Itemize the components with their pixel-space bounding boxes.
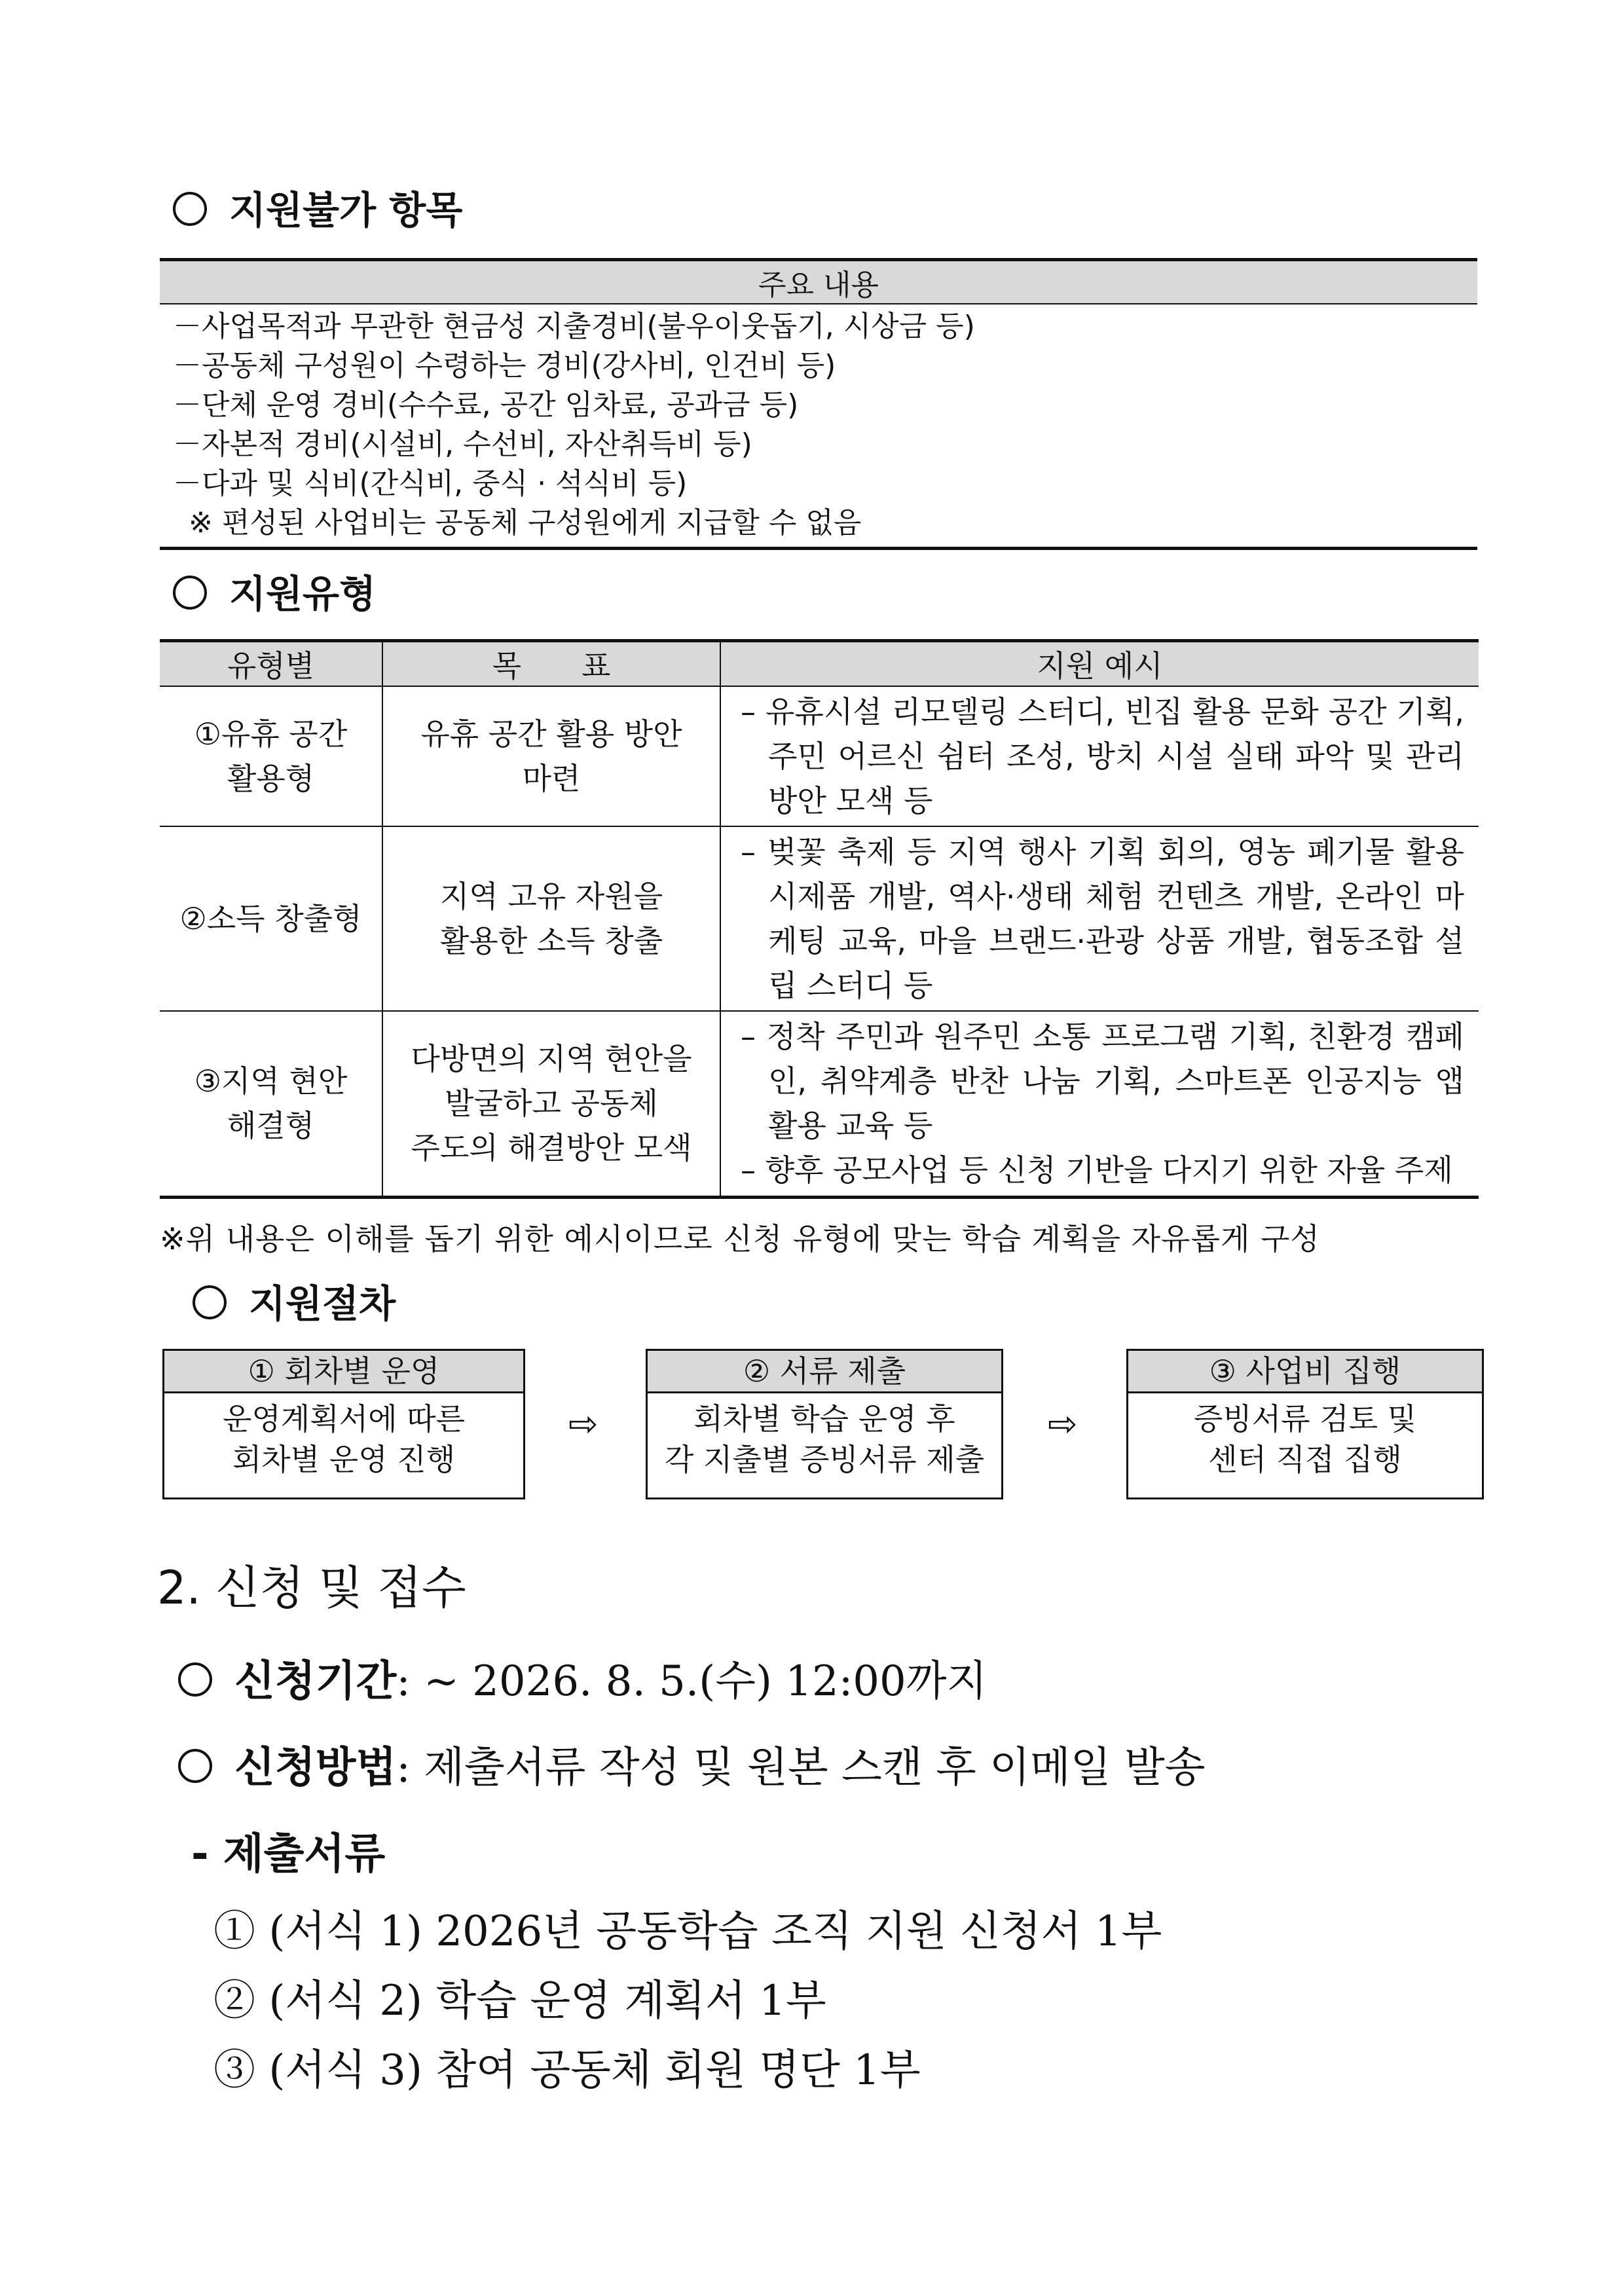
list-item: －단체 운영 경비(수수료, 공간 임차료, 공과금 등) xyxy=(173,388,799,422)
submission-doc-item: ② (서식 2) 학습 운영 계획서 1부 xyxy=(213,1977,826,2025)
example-cell: – 벚꽃 축제 등 지역 행사 기획 회의, 영농 폐기물 활용 시제품 개발, 역사·생태 체험 컨텐츠 개발, 온라인 마케팅 교육, 마을 브랜드·관광 상품 개발, 협동조합 설립 스터디 등 xyxy=(720,826,1479,1011)
right-arrow-icon: ⇨ xyxy=(1048,1403,1078,1444)
circle-bullet-icon xyxy=(178,1662,212,1697)
table-header: 유형별 xyxy=(160,641,382,687)
step-body: 운영계획서에 따른 회차별 운영 진행 xyxy=(222,1401,466,1477)
list-item: －자본적 경비(시설비, 수선비, 자산취득비 등) xyxy=(173,428,752,461)
goal-cell: 다방면의 지역 현안을 발굴하고 공동체 주도의 해결방안 모색 xyxy=(382,1011,720,1197)
table-cell xyxy=(160,304,1477,549)
list-item: －다과 및 식비(간식비, 중식 · 석식비 등) xyxy=(173,467,688,500)
example-cell: – 정착 주민과 원주민 소통 프로그램 기획, 친환경 캠페인, 취약계층 반찬 나눔 기획, 스마트폰 인공지능 앱 활용 교육 등 – 향후 공모사업 등 신청 기반을 다지기 위한 자율 주제 xyxy=(720,1011,1479,1197)
table-row xyxy=(160,686,1479,826)
table-row xyxy=(160,1011,1479,1197)
list-item: －사업목적과 무관한 현금성 지출경비(불우이웃돕기, 시상금 등) xyxy=(173,310,975,343)
support-types-table xyxy=(160,639,1479,1199)
section-title-not-supported: 지원불가 항목 xyxy=(173,191,462,230)
procedure-step-1 xyxy=(162,1349,525,1499)
circle-bullet-icon xyxy=(173,192,207,226)
method-label: 신청방법 xyxy=(234,1744,397,1792)
submission-docs-label: - 제출서류 xyxy=(191,1830,386,1879)
list-item: －공동체 구성원이 수령하는 경비(강사비, 인건비 등) xyxy=(173,349,836,382)
submission-doc-item: ③ (서식 3) 참여 공동체 회원 명단 1부 xyxy=(213,2046,921,2095)
not-supported-table xyxy=(160,258,1477,550)
step-title: ② 서류 제출 xyxy=(648,1351,1001,1393)
period-value: : ~ 2026. 8. 5.(수) 12:00까지 xyxy=(396,1657,987,1706)
section-title-support-types: 지원유형 xyxy=(173,575,376,614)
method-value: : 제출서류 작성 및 원본 스캔 후 이메일 발송 xyxy=(396,1744,1206,1792)
circle-bullet-icon xyxy=(178,1749,212,1783)
table-header: 지원 예시 xyxy=(720,641,1479,687)
circle-bullet-icon xyxy=(173,576,207,610)
table-header: 주요 내용 xyxy=(160,260,1477,304)
type-cell: ①유휴 공간 활용형 xyxy=(160,686,382,826)
example-cell: – 유휴시설 리모델링 스터디, 빈집 활용 문화 공간 기획, 주민 어르신 쉼터 조성, 방치 시설 실태 파악 및 관리 방안 모색 등 xyxy=(720,686,1479,826)
type-cell: ③지역 현안 해결형 xyxy=(160,1011,382,1197)
application-period xyxy=(178,1657,987,1706)
step-body: 증빙서류 검토 및 센터 직접 집행 xyxy=(1193,1401,1417,1477)
procedure-step-3 xyxy=(1126,1349,1484,1499)
step-title: ③ 사업비 집행 xyxy=(1128,1351,1482,1393)
right-arrow-icon: ⇨ xyxy=(568,1403,599,1444)
procedure-step-2 xyxy=(646,1349,1003,1499)
step-title: ① 회차별 운영 xyxy=(164,1351,523,1393)
step-body: 회차별 학습 운영 후 각 지출별 증빙서류 제출 xyxy=(664,1401,985,1477)
table-header: 목 표 xyxy=(382,641,720,687)
circle-bullet-icon xyxy=(193,1285,227,1319)
section-heading-application: 2. 신청 및 접수 xyxy=(157,1561,466,1615)
section-title-procedure: 지원절차 xyxy=(193,1285,396,1323)
period-label: 신청기간 xyxy=(234,1657,397,1706)
table-note: ※위 내용은 이해를 돕기 위한 예시이므로 신청 유형에 맞는 학습 계획을 자유롭게 구성 xyxy=(160,1221,1320,1257)
application-method xyxy=(178,1744,1206,1792)
table-row xyxy=(160,826,1479,1011)
goal-cell: 유휴 공간 활용 방안 마련 xyxy=(382,686,720,826)
note-item: ※ 편성된 사업비는 공동체 구성원에게 지급할 수 없음 xyxy=(189,506,862,540)
type-cell: ②소득 창출형 xyxy=(160,826,382,1011)
submission-doc-item: ① (서식 1) 2026년 공동학습 조직 지원 신청서 1부 xyxy=(213,1907,1162,1956)
goal-cell: 지역 고유 자원을 활용한 소득 창출 xyxy=(382,826,720,1011)
